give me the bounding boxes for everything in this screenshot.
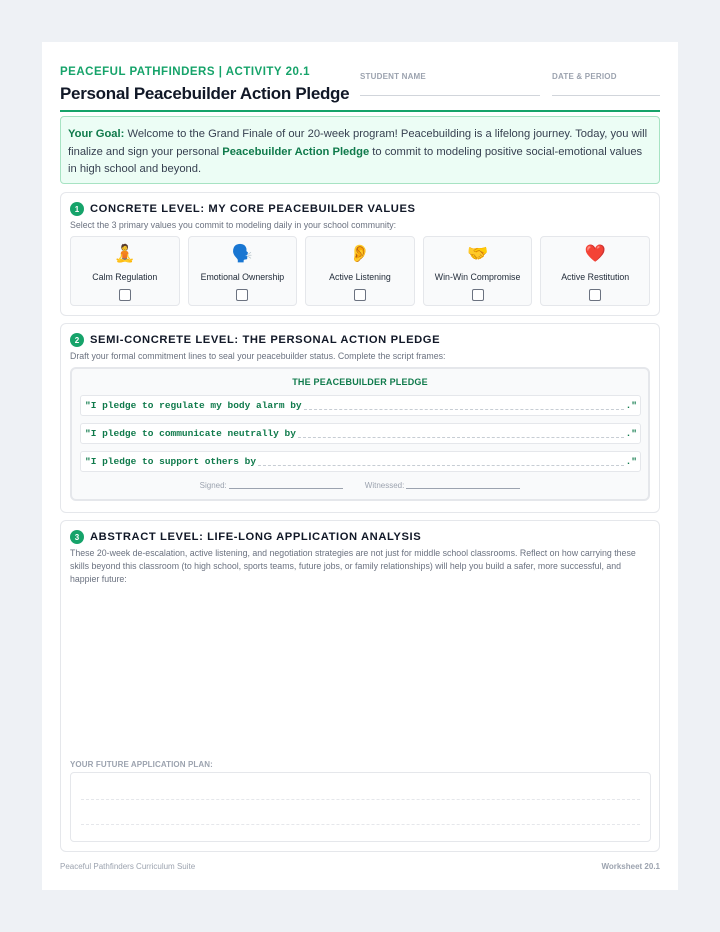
header-divider xyxy=(60,110,660,112)
section-number-badge: 1 xyxy=(70,202,84,216)
plan-label: YOUR FUTURE APPLICATION PLAN: xyxy=(70,760,213,769)
activity-brand: PEACEFUL PATHFINDERS | ACTIVITY 20.1 xyxy=(60,66,310,78)
plan-line xyxy=(81,799,640,800)
value-card-active-restitution[interactable] xyxy=(540,236,650,306)
section-application-analysis xyxy=(60,520,660,852)
pledge-line-end: ." xyxy=(625,400,637,411)
student-name-field[interactable] xyxy=(360,72,540,96)
value-label: Active Restitution xyxy=(561,272,630,282)
value-label: Win-Win Compromise xyxy=(434,272,521,282)
pledge-line-text: "I pledge to regulate my body alarm by xyxy=(85,400,302,411)
pledge-line-support[interactable] xyxy=(80,451,641,472)
section-number-badge: 3 xyxy=(70,530,84,544)
pledge-blank-input[interactable] xyxy=(304,402,624,410)
pledge-line-regulate[interactable] xyxy=(80,395,641,416)
witnessed-label: Witnessed: xyxy=(364,481,405,490)
value-checkbox[interactable] xyxy=(119,289,131,301)
value-label: Active Listening xyxy=(329,272,391,282)
footer-worksheet-number: Worksheet 20.1 xyxy=(601,862,660,871)
section-header xyxy=(70,333,440,347)
page-title: Personal Peacebuilder Action Pledge xyxy=(60,84,350,103)
value-label: Calm Regulation xyxy=(92,272,158,282)
value-checkbox[interactable] xyxy=(589,289,601,301)
goal-label: Your Goal: xyxy=(68,128,125,140)
pledge-frame xyxy=(70,367,650,501)
value-card-active-listening[interactable] xyxy=(305,236,415,306)
section-title: ABSTRACT LEVEL: LIFE-LONG APPLICATION ANALYSIS xyxy=(90,531,422,543)
handshake-icon: 🤝 xyxy=(466,244,489,263)
section-body: These 20-week de-escalation, active listening, and negotiation strategies are not just for middle school classrooms. Reflect on how carrying these skills beyond this classroom (to high school, sports teams, future jobs, or family relationships) will help you build a safer, more successful, and happier future: xyxy=(70,548,636,584)
pledge-line-text: "I pledge to communicate neutrally by xyxy=(85,428,296,439)
pledge-line-text: "I pledge to support others by xyxy=(85,456,257,467)
value-card-emotional-ownership[interactable] xyxy=(188,236,298,306)
signed-label: Signed: xyxy=(199,481,227,490)
heart-icon: ❤️ xyxy=(584,244,606,263)
pledge-title: THE PEACEBUILDER PLEDGE xyxy=(292,377,428,387)
value-card-win-win-compromise[interactable] xyxy=(423,236,533,306)
worksheet-header xyxy=(60,66,660,114)
value-checkbox[interactable] xyxy=(354,289,366,301)
pledge-line-end: ." xyxy=(625,456,637,467)
pledge-line-end: ." xyxy=(625,428,637,439)
section-header xyxy=(70,530,421,544)
value-checkbox[interactable] xyxy=(236,289,248,301)
section-title: CONCRETE LEVEL: MY CORE PEACEBUILDER VALUES xyxy=(90,203,416,215)
section-number-badge: 2 xyxy=(70,333,84,347)
section-title: SEMI-CONCRETE LEVEL: THE PERSONAL ACTION PLEDGE xyxy=(90,334,441,346)
goal-highlight: Peacebuilder Action Pledge xyxy=(222,145,370,158)
pledge-blank-input[interactable] xyxy=(298,430,624,438)
section-action-pledge xyxy=(60,323,660,513)
footer-suite-name: Peaceful Pathfinders Curriculum Suite xyxy=(60,862,196,871)
signature-row xyxy=(72,481,648,490)
section-core-values xyxy=(60,192,660,316)
section-subtitle: Draft your formal commitment lines to seal your peacebuilder status. Complete the script frames: xyxy=(70,351,446,361)
goal-text-after: to commit to modeling positive social-emotional values in high school and beyond. xyxy=(68,145,643,175)
date-period-label: DATE & PERIOD xyxy=(552,72,617,81)
worksheet-page xyxy=(42,42,678,890)
pledge-blank-input[interactable] xyxy=(258,458,624,466)
value-label: Emotional Ownership xyxy=(200,272,285,282)
value-checkbox[interactable] xyxy=(472,289,484,301)
value-card-calm-regulation[interactable] xyxy=(70,236,180,306)
values-grid xyxy=(70,236,650,306)
section-subtitle: Select the 3 primary values you commit to modeling daily in your school community: xyxy=(70,220,397,230)
witnessed-line[interactable] xyxy=(406,488,520,489)
goal-text-before: Welcome to the Grand Finale of our 20-week program! Peacebuilding is a lifelong journey. Today, you will finalize and sign your personal xyxy=(68,128,648,158)
section-header xyxy=(70,202,416,216)
ear-icon: 👂 xyxy=(349,244,371,263)
speaking-head-icon: 🗣️ xyxy=(231,244,253,263)
goal-callout xyxy=(60,116,660,184)
pledge-line-communicate[interactable] xyxy=(80,423,641,444)
plan-line xyxy=(81,824,640,825)
date-period-field[interactable] xyxy=(552,72,660,96)
signed-line[interactable] xyxy=(229,488,343,489)
student-name-label: STUDENT NAME xyxy=(360,72,426,81)
plan-writing-area[interactable] xyxy=(70,772,651,842)
meditation-icon: 🧘 xyxy=(114,244,136,263)
